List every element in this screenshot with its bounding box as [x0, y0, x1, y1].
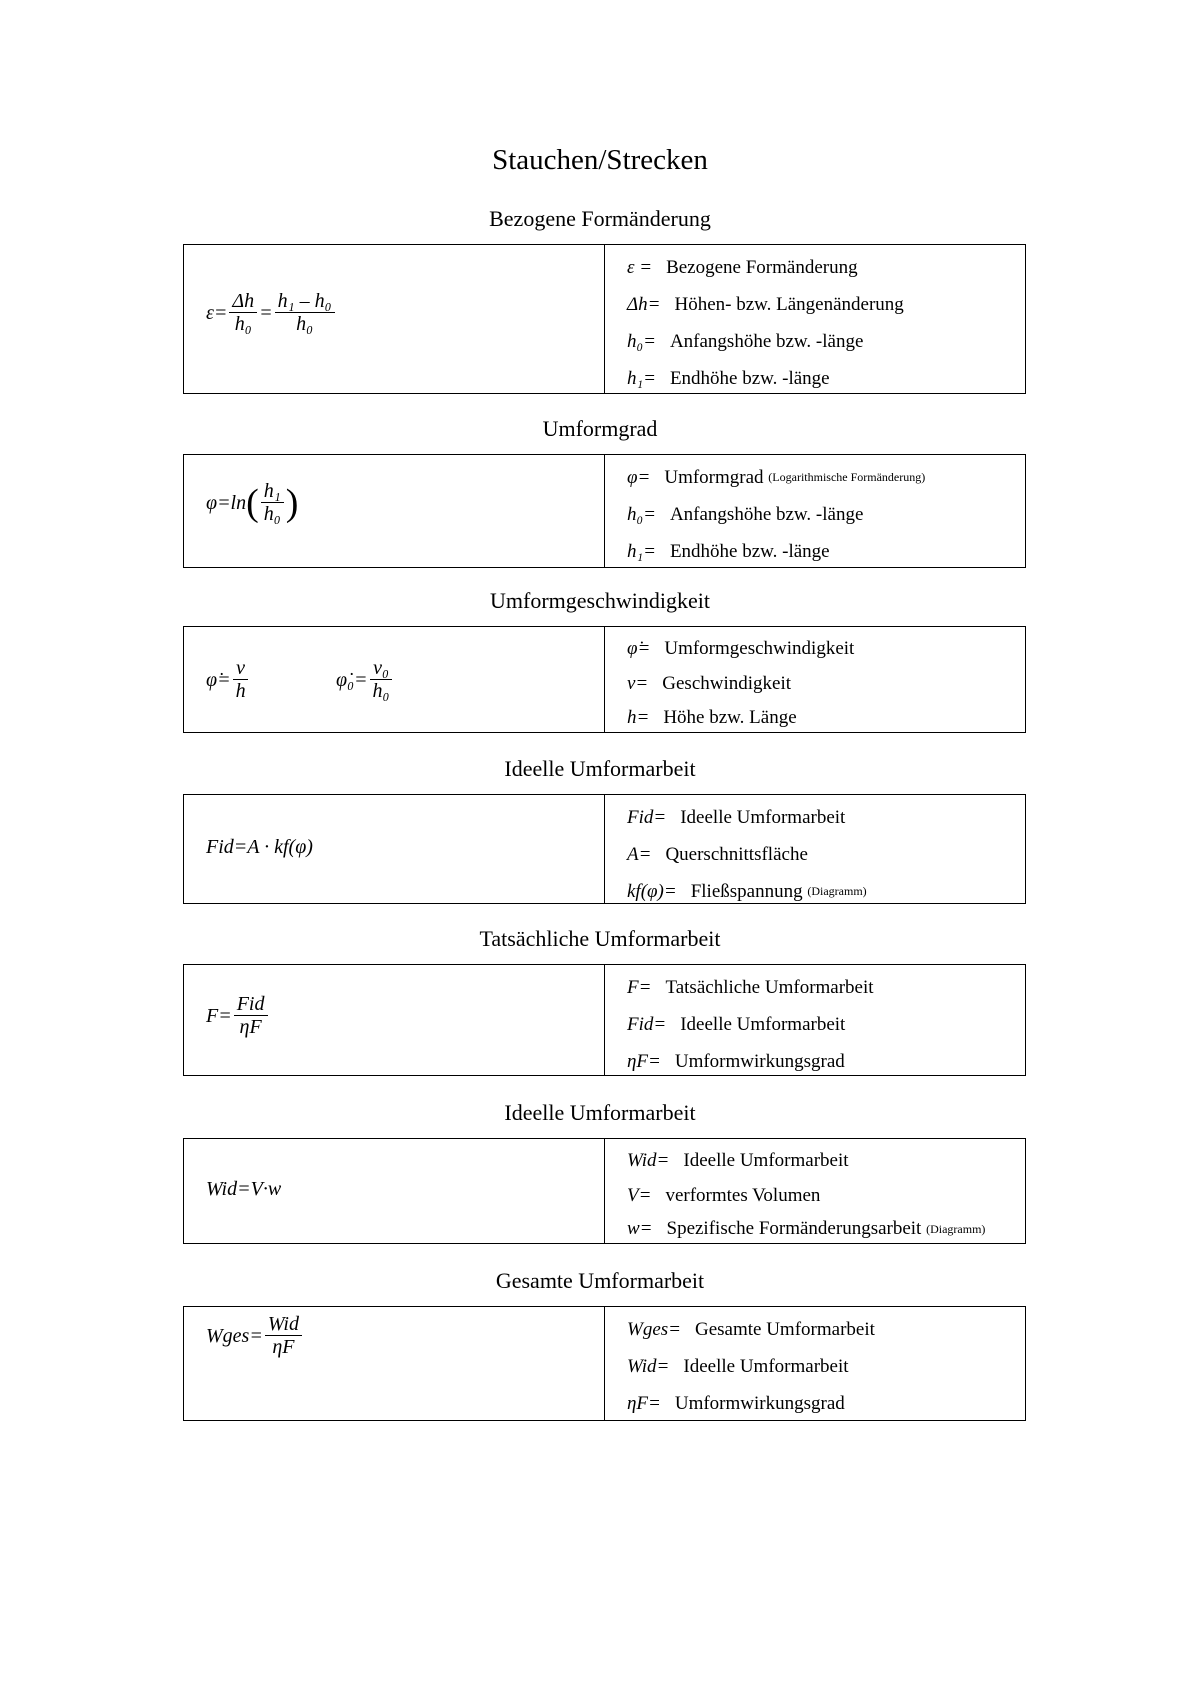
formula-lhs: ε= [206, 301, 228, 324]
formula-strain [206, 290, 337, 336]
legend-row [627, 360, 1025, 397]
legend-cell [605, 795, 1025, 903]
section-heading-ideelle-umformarbeit: Ideelle Umformarbeit [504, 756, 696, 781]
formula-velocity [206, 657, 251, 703]
denominator: h₀ [234, 313, 252, 335]
legend-text: Bezogene Formänderung [666, 256, 858, 278]
legend-symbol: φ= [627, 466, 651, 488]
formula-lhs: φ̇= [206, 668, 231, 691]
legend-text: Endhöhe bzw. -länge [669, 540, 830, 562]
fraction [265, 1313, 302, 1359]
section-gesamte-umformarbeit [183, 1306, 1026, 1421]
fraction [275, 290, 335, 336]
legend-row [627, 969, 1025, 1006]
left-parenthesis: ( [246, 482, 259, 524]
fraction [370, 657, 393, 703]
legend-symbol: h₁= [627, 540, 656, 562]
formula-cell [184, 965, 605, 1075]
legend-text: Fließspannung [690, 880, 803, 902]
legend-text: Geschwindigkeit [662, 672, 792, 694]
legend-cell [605, 1139, 1025, 1243]
page-title: Stauchen/Strecken [492, 144, 708, 176]
formula-actual-force [206, 993, 270, 1039]
section-heading-ideelle-umformarbeit-2: Ideelle Umformarbeit [504, 1100, 696, 1125]
legend-text: Querschnittsfläche [665, 843, 808, 865]
legend-text: Anfangshöhe bzw. -länge [669, 503, 864, 525]
section-heading-tatsaechliche-umformarbeit: Tatsächliche Umformarbeit [479, 926, 721, 951]
legend-row [627, 1311, 1025, 1348]
denominator: h₀ [296, 313, 314, 335]
legend-text: Ideelle Umformarbeit [680, 806, 846, 828]
legend-row [627, 459, 1025, 496]
fraction [229, 290, 257, 336]
legend-row [627, 323, 1025, 360]
numerator: Fid [234, 993, 268, 1016]
legend-symbol: Wid= [627, 1355, 670, 1377]
legend-text: verformtes Volumen [665, 1184, 821, 1206]
denominator: h₀ [263, 503, 281, 525]
formula-lhs: φ=ln [206, 491, 247, 514]
numerator: h₁ – h₀ [275, 290, 335, 313]
legend-text: Umformgeschwindigkeit [664, 637, 855, 659]
legend-symbol: F= [627, 976, 652, 998]
formula-cell [184, 1139, 605, 1243]
legend-symbol: kf(φ)= [627, 880, 677, 902]
legend-row [627, 799, 1025, 836]
legend-row [627, 249, 1025, 286]
legend-symbol: h₀= [627, 330, 656, 352]
legend-symbol: w= [627, 1218, 653, 1239]
legend-text: Spezifische Formänderungsarbeit [666, 1218, 922, 1239]
denominator: h [235, 680, 246, 702]
legend-symbol: Δh= [627, 293, 661, 315]
section-heading-bezogene-formaenderung: Bezogene Formänderung [489, 206, 711, 231]
formula-total-work [206, 1313, 304, 1359]
fraction [233, 657, 249, 703]
legend-note: (Diagramm) [807, 884, 867, 898]
legend-text: Ideelle Umformarbeit [683, 1149, 849, 1171]
legend-row [627, 701, 1025, 734]
numerator: Δh [229, 290, 257, 313]
denominator: h₀ [372, 680, 390, 702]
section-tatsaechliche-umformarbeit [183, 964, 1026, 1076]
section-umformgrad [183, 454, 1026, 568]
section-bezogene-formaenderung [183, 244, 1026, 394]
legend-note: (Diagramm) [926, 1221, 986, 1236]
legend-cell [605, 455, 1025, 567]
fraction [234, 993, 268, 1039]
legend-text: Tatsächliche Umformarbeit [665, 976, 874, 998]
formula-velocity-initial [336, 657, 394, 703]
legend-symbol: ηF= [627, 1050, 661, 1072]
legend-symbol: h= [627, 706, 650, 728]
denominator: ηF [272, 1336, 295, 1358]
legend-text: Umformwirkungsgrad [674, 1050, 845, 1072]
formula-ideal-work: Wid=V·w [206, 1178, 282, 1200]
section-umformgeschwindigkeit [183, 626, 1026, 733]
legend-row [627, 1178, 1025, 1213]
legend-cell [605, 965, 1025, 1075]
legend-symbol: Fid= [627, 806, 667, 828]
legend-note: (Logarithmische Formänderung) [768, 470, 926, 484]
legend-text: Höhen- bzw. Längenänderung [674, 293, 904, 315]
legend-text: Gesamte Umformarbeit [694, 1318, 875, 1340]
legend-symbol: Fid= [627, 1013, 667, 1035]
legend-symbol: φ̇= [627, 637, 651, 659]
legend-row [627, 1043, 1025, 1080]
numerator: v [233, 657, 248, 680]
legend-text: Umformgrad [664, 466, 764, 488]
formula-lhs: Wges= [206, 1324, 263, 1347]
legend-row [627, 631, 1025, 666]
right-parenthesis: ) [285, 482, 299, 524]
formula-cell [184, 795, 605, 903]
section-ideelle-umformarbeit-kraft [183, 794, 1026, 904]
legend-row [627, 873, 1025, 910]
legend-cell [605, 1307, 1025, 1420]
numerator: v₀ [370, 657, 392, 680]
legend-symbol: h₁= [627, 367, 656, 389]
legend-row [627, 1143, 1025, 1178]
legend-row [627, 533, 1025, 570]
section-ideelle-umformarbeit-work [183, 1138, 1026, 1244]
equals-sign: = [259, 301, 273, 324]
formula-cell [184, 1307, 605, 1420]
formula-cell [184, 245, 605, 393]
legend-cell [605, 627, 1025, 732]
legend-symbol: A= [627, 843, 652, 865]
legend-symbol: Wid= [627, 1149, 670, 1171]
section-heading-gesamte-umformarbeit: Gesamte Umformarbeit [495, 1268, 705, 1293]
legend-cell [605, 245, 1025, 393]
formula-lhs: φ̇₀= [336, 668, 368, 691]
legend-symbol: ηF= [627, 1392, 661, 1414]
numerator: Wid [265, 1313, 302, 1336]
fraction [261, 480, 284, 526]
legend-row [627, 1385, 1025, 1422]
formula-cell [184, 455, 605, 567]
legend-row [627, 666, 1025, 701]
formula-lhs: F= [206, 1004, 232, 1027]
legend-row [627, 496, 1025, 533]
section-heading-umformgeschwindigkeit: Umformgeschwindigkeit [490, 588, 710, 613]
legend-symbol: V= [627, 1184, 652, 1206]
formula-umformgrad [206, 480, 298, 526]
formula-ideal-force: Fid=A · kf(φ) [206, 836, 313, 858]
legend-text: Höhe bzw. Länge [663, 706, 797, 728]
legend-symbol: Wges= [627, 1318, 681, 1340]
legend-text: Anfangshöhe bzw. -länge [669, 330, 864, 352]
denominator: ηF [239, 1016, 262, 1038]
formula-cell [184, 627, 605, 732]
legend-text: Umformwirkungsgrad [674, 1392, 845, 1414]
legend-row [627, 1213, 1025, 1245]
legend-symbol: v= [627, 672, 649, 694]
legend-row [627, 836, 1025, 873]
legend-symbol: h₀= [627, 503, 656, 525]
numerator: h₁ [261, 480, 284, 503]
legend-text: Ideelle Umformarbeit [683, 1355, 849, 1377]
legend-symbol: ε = [627, 256, 653, 278]
legend-text: Ideelle Umformarbeit [680, 1013, 846, 1035]
legend-text: Endhöhe bzw. -länge [669, 367, 830, 389]
legend-row [627, 1006, 1025, 1043]
legend-row [627, 1348, 1025, 1385]
section-heading-umformgrad: Umformgrad [542, 416, 658, 441]
legend-row [627, 286, 1025, 323]
